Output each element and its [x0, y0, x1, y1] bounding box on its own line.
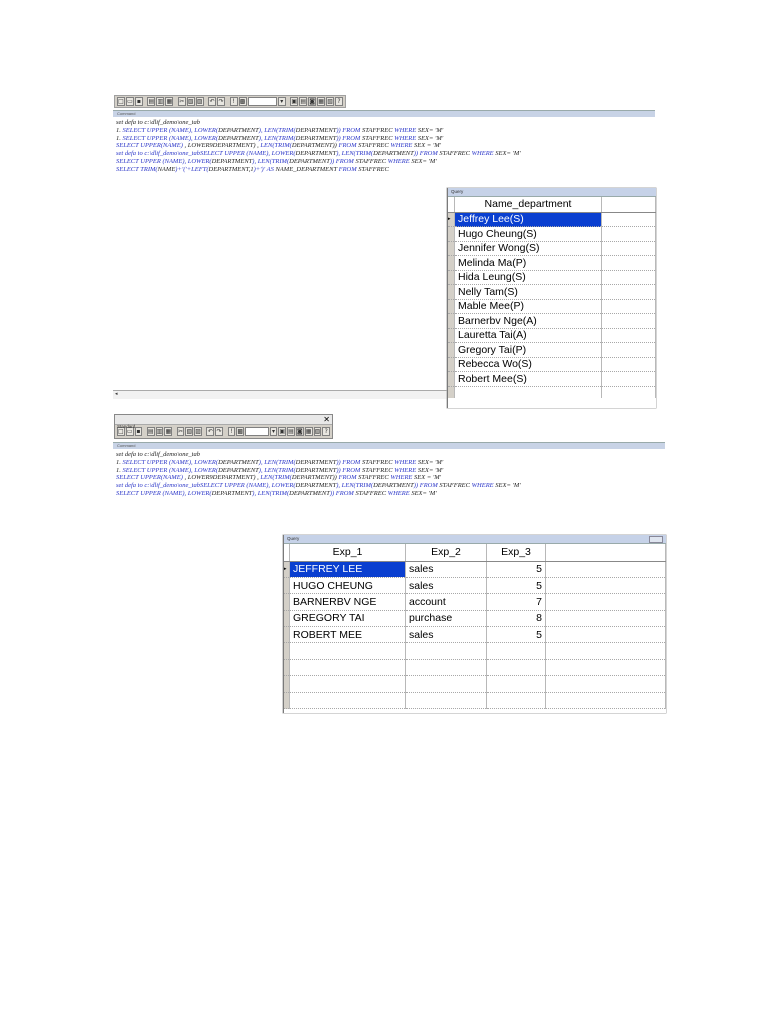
query-window-1 — [447, 188, 656, 408]
cell-exp-2[interactable]: sales — [406, 561, 487, 577]
table-row[interactable] — [448, 256, 656, 271]
command-line — [116, 474, 665, 482]
cell-exp-3[interactable]: 5 — [487, 627, 546, 643]
sql-keyword: WHERE — [394, 126, 418, 134]
sql-keyword: WHERE — [390, 142, 415, 150]
sql-keyword: SELECT UPPER (NAME), LOWER( — [122, 134, 219, 142]
table-row[interactable] — [448, 299, 656, 314]
table-row[interactable] — [448, 241, 656, 256]
sql-keyword: )) FROM — [336, 126, 362, 134]
cell-exp-2[interactable]: sales — [406, 577, 487, 593]
cut-icon[interactable]: ✂ — [179, 98, 185, 105]
cell-empty — [406, 643, 487, 659]
sql-text: DEPARTMENT — [295, 126, 337, 134]
cell-name-department[interactable]: Jennifer Wong(S) — [455, 241, 602, 256]
command-text-area[interactable] — [113, 449, 665, 498]
sql-text: STAFFREC — [355, 157, 388, 165]
cell-empty — [602, 270, 656, 285]
cell-empty — [602, 314, 656, 329]
command-line — [116, 127, 655, 135]
sql-text: 1. — [116, 458, 123, 466]
cell-empty — [546, 577, 666, 593]
sql-keyword: FROM — [338, 474, 359, 482]
cell-empty — [487, 659, 546, 675]
sql-keyword: ), LEN(TRIM( — [336, 482, 374, 490]
command-line — [116, 482, 665, 490]
column-header-empty — [602, 197, 656, 212]
sql-keyword: SELECT UPPER (NAME), LOWER( — [116, 157, 212, 165]
sql-keyword: )) FROM — [329, 157, 356, 165]
sql-text: set defa to c:\dlif_demo\one_tab — [116, 119, 200, 126]
column-header[interactable]: Name_department — [455, 197, 602, 212]
sql-text: NAME — [157, 165, 176, 173]
sql-text: , LOWER9DEPARTMENT) , — [184, 142, 261, 150]
sql-keyword: SELECT TRIM( — [116, 165, 158, 173]
sql-keyword: ), LEN(TRIM( — [258, 134, 296, 142]
cut-icon[interactable]: ✂ — [178, 428, 184, 435]
command-line — [116, 166, 655, 174]
table-row-empty — [448, 386, 656, 398]
toolbar-standard — [114, 95, 346, 108]
cell-name-department[interactable]: Gregory Tai(P) — [455, 343, 602, 358]
print-preview-icon[interactable]: ▥ — [156, 428, 163, 435]
table-row[interactable] — [284, 594, 666, 610]
query-title: Query — [287, 536, 300, 541]
cell-empty — [602, 256, 656, 271]
table-row[interactable] — [448, 328, 656, 343]
sql-keyword: WHERE — [387, 489, 412, 497]
open-file-icon[interactable]: ▭ — [126, 428, 133, 435]
new-file-icon[interactable]: □ — [118, 98, 124, 105]
sql-keyword: LEN(TRIM( — [260, 474, 292, 482]
cell-name-department[interactable]: Barnerbv Nge(A) — [455, 314, 602, 329]
new-file-icon[interactable]: □ — [118, 428, 124, 435]
spell-icon[interactable]: ▦ — [165, 428, 172, 435]
sql-text: DEPARTMENT — [295, 466, 337, 474]
sql-text: DEPARTMENT,1 — [208, 165, 254, 173]
redo-icon[interactable]: ↷ — [216, 428, 222, 435]
sql-keyword: WHERE — [390, 474, 415, 482]
spell-icon[interactable]: ▦ — [166, 98, 173, 105]
combo-dropdown-icon[interactable]: ▾ — [278, 97, 286, 106]
table-row-empty — [284, 676, 666, 692]
sql-keyword: )) FROM — [336, 458, 362, 466]
sql-text: STAFFREC — [361, 458, 395, 466]
modify-icon[interactable]: ▩ — [239, 98, 246, 105]
help-icon[interactable]: ? — [335, 97, 343, 106]
code-icon[interactable]: ▧ — [314, 428, 321, 435]
sql-text: DEPARTMENT — [373, 150, 414, 158]
combo-box[interactable] — [245, 427, 268, 436]
sql-text: DEPARTMENT — [218, 134, 259, 142]
table-row[interactable] — [284, 610, 666, 626]
cell-empty — [602, 343, 656, 358]
open-file-icon[interactable]: ▭ — [127, 98, 133, 105]
sql-keyword: )) FROM — [413, 150, 440, 158]
cell-exp-1[interactable]: HUGO CHEUNG — [290, 577, 406, 593]
cell-empty — [290, 659, 406, 675]
cell-empty — [487, 643, 546, 659]
cell-empty — [487, 676, 546, 692]
command-text-area[interactable] — [113, 117, 655, 174]
print-icon[interactable]: ▤ — [148, 98, 155, 105]
cell-name-department[interactable]: Nelly Tam(S) — [455, 285, 602, 300]
sql-keyword: set defa to c:\dlif_demo\one_tabSELECT UPPER (NAME), LOWER( — [116, 482, 296, 490]
save-icon[interactable]: ▪ — [136, 98, 141, 105]
sql-text: SEX= 'M' — [495, 482, 521, 490]
sql-text: STAFFREC — [358, 165, 389, 173]
command-line — [116, 158, 655, 166]
command-line — [116, 135, 655, 143]
sql-keyword: WHERE — [387, 157, 412, 165]
sql-text: DEPARTMENT — [211, 157, 253, 165]
data-session-icon[interactable]: ◙ — [309, 98, 316, 105]
command-line — [116, 459, 665, 467]
table-row-empty — [284, 692, 666, 708]
sql-text: SEX= 'M' — [411, 489, 437, 497]
sql-text: STAFFREC — [361, 126, 395, 134]
sql-text: DEPARTMENT — [218, 466, 259, 474]
sql-keyword: SELECT UPPER (NAME), LOWER( — [122, 126, 219, 134]
run-icon[interactable]: ! — [228, 427, 236, 436]
sql-text: STAFFREC — [358, 142, 391, 150]
sql-text: DEPARTMENT — [295, 134, 337, 142]
cell-exp-1[interactable]: ROBERT MEE — [290, 627, 406, 643]
table-row[interactable] — [284, 577, 666, 593]
cell-empty — [602, 299, 656, 314]
table-row[interactable] — [448, 285, 656, 300]
sql-keyword: WHERE — [394, 466, 418, 474]
undo-icon[interactable]: ↶ — [209, 98, 215, 105]
cell-empty — [406, 692, 487, 708]
sql-keyword: SELECT UPPER (NAME), LOWER( — [122, 466, 219, 474]
sql-text: STAFFREC — [361, 134, 395, 142]
sql-keyword: SELECT UPPER (NAME), LOWER( — [122, 458, 219, 466]
print-icon[interactable]: ▤ — [147, 428, 154, 435]
cell-exp-1[interactable]: BARNERBV NGE — [290, 594, 406, 610]
table-row[interactable] — [448, 343, 656, 358]
properties-icon[interactable]: ▦ — [318, 98, 324, 105]
command-line — [116, 150, 655, 158]
cell-empty — [602, 241, 656, 256]
cell-empty — [602, 328, 656, 343]
cell-empty — [406, 659, 487, 675]
sql-text: DEPARTMENT — [289, 157, 330, 165]
cell-empty — [546, 643, 666, 659]
save-icon[interactable]: ▪ — [136, 428, 141, 435]
query-title-bar — [284, 535, 666, 544]
current-row-indicator-icon[interactable]: ▸ — [284, 561, 290, 577]
command-line — [116, 490, 665, 498]
toolbar-window-title: Standard — [117, 424, 136, 429]
sql-text: DEPARTMENT — [289, 489, 330, 497]
table-row[interactable] — [448, 357, 656, 372]
code-icon[interactable]: ▧ — [327, 98, 333, 105]
data-session-icon[interactable]: ◙ — [296, 428, 303, 435]
column-header-exp-3[interactable]: Exp_3 — [487, 544, 546, 561]
sql-text: DEPARTMENT — [218, 458, 259, 466]
cell-empty — [602, 372, 656, 387]
sql-text: DEPARTMENT)) — [291, 474, 339, 482]
table-row[interactable] — [448, 372, 656, 387]
table-row-empty — [284, 659, 666, 675]
sql-keyword: SELECT UPPER(NAME) — [116, 474, 185, 482]
view-icon[interactable]: ▤ — [288, 428, 294, 435]
command-line — [116, 451, 665, 459]
cell-name-department[interactable]: Mable Mee(P) — [455, 299, 602, 314]
sql-text: 1. — [116, 466, 123, 474]
results-grid[interactable] — [448, 197, 656, 398]
combo-dropdown-icon[interactable]: ▾ — [270, 427, 278, 436]
query-window-2 — [283, 535, 666, 713]
cell-empty — [602, 212, 656, 227]
sql-text: STAFFREC — [358, 474, 391, 482]
sql-text: STAFFREC — [439, 482, 472, 490]
toolbar-standard-2 — [115, 425, 332, 438]
sql-text: SEX = 'M' — [414, 474, 442, 482]
table-row-empty — [284, 643, 666, 659]
sql-keyword: ), LEN(TRIM( — [252, 157, 290, 165]
cell-empty — [546, 627, 666, 643]
cell-exp-2[interactable]: account — [406, 594, 487, 610]
command-line — [116, 119, 655, 127]
sql-text: 1. — [116, 134, 123, 142]
cell-empty — [602, 386, 656, 398]
cell-exp-1[interactable]: GREGORY TAI — [290, 610, 406, 626]
command-window-icon[interactable]: ▣ — [279, 428, 286, 435]
cell-exp-2[interactable]: sales — [406, 627, 487, 643]
sql-keyword: WHERE — [394, 458, 418, 466]
sql-keyword: ), LEN(TRIM( — [252, 489, 290, 497]
cell-empty — [546, 561, 666, 577]
window-controls-icon[interactable] — [649, 536, 663, 543]
cell-name-department[interactable]: Jeffrey Lee(S) — [455, 212, 602, 227]
sql-text: DEPARTMENT — [295, 482, 337, 490]
sql-keyword: SELECT UPPER(NAME) — [116, 142, 185, 150]
sql-keyword: )) FROM — [336, 134, 362, 142]
sql-keyword: ), LEN(TRIM( — [258, 466, 296, 474]
column-header-exp-1[interactable]: Exp_1 — [290, 544, 406, 561]
command-window-title: Command — [113, 443, 665, 449]
cell-name-department[interactable]: Robert Mee(S) — [455, 372, 602, 387]
cell-empty — [546, 676, 666, 692]
cell-empty — [290, 692, 406, 708]
cell-empty — [546, 594, 666, 610]
sql-keyword: set defa to c:\dlif_demo\one_tabSELECT UPPER (NAME), LOWER( — [116, 150, 296, 158]
command-window-title: Command — [113, 111, 655, 117]
sql-keyword: ), LEN(TRIM( — [258, 126, 296, 134]
table-row[interactable] — [448, 314, 656, 329]
sql-keyword: ), LEN(TRIM( — [336, 150, 374, 158]
sql-keyword: FROM — [338, 142, 359, 150]
cell-empty — [406, 676, 487, 692]
cell-exp-1[interactable]: JEFFREY LEE — [290, 561, 406, 577]
sql-text: DEPARTMENT — [373, 482, 414, 490]
command-line — [116, 142, 655, 150]
table-row[interactable] — [448, 270, 656, 285]
sql-text: SEX= 'M' — [411, 157, 437, 165]
cell-exp-2[interactable]: purchase — [406, 610, 487, 626]
sql-text: SEX= 'M' — [417, 126, 444, 134]
cell-exp-3[interactable]: 5 — [487, 577, 546, 593]
sql-keyword: FROM — [338, 165, 359, 173]
table-row[interactable] — [448, 227, 656, 242]
column-header-exp-2[interactable]: Exp_2 — [406, 544, 487, 561]
undo-icon[interactable]: ↶ — [207, 428, 213, 435]
copy-icon[interactable]: ▧ — [186, 428, 193, 435]
column-header-empty — [546, 544, 666, 561]
sql-text: , LOWER9DEPARTMENT) , — [184, 474, 261, 482]
cell-name-department[interactable]: Hida Leung(S) — [455, 270, 602, 285]
cell-empty — [602, 285, 656, 300]
run-icon[interactable]: ! — [230, 97, 238, 106]
sql-text: STAFFREC — [355, 489, 388, 497]
sql-text: SEX= 'M' — [417, 466, 444, 474]
sql-keyword: WHERE — [394, 134, 418, 142]
paste-icon[interactable]: ▨ — [196, 98, 203, 105]
view-icon[interactable]: ▤ — [300, 98, 307, 105]
properties-icon[interactable]: ▦ — [305, 428, 312, 435]
results-grid[interactable] — [284, 544, 666, 709]
cell-empty — [455, 386, 602, 398]
sql-text: SEX= 'M' — [495, 150, 521, 158]
sql-text: DEPARTMENT — [295, 150, 337, 158]
query-title: Query — [448, 188, 656, 197]
cell-empty — [290, 676, 406, 692]
scroll-left-icon[interactable]: ◂ — [115, 391, 118, 397]
cell-empty — [546, 692, 666, 708]
sql-text: SEX = 'M' — [414, 142, 442, 150]
sql-text: STAFFREC — [439, 150, 472, 158]
cell-exp-3[interactable]: 7 — [487, 594, 546, 610]
cell-empty — [546, 610, 666, 626]
table-row[interactable] — [448, 212, 656, 227]
sql-text: DEPARTMENT — [211, 489, 253, 497]
redo-icon[interactable]: ↷ — [218, 98, 224, 105]
sql-keyword: SELECT UPPER (NAME), LOWER( — [116, 489, 212, 497]
cell-name-department[interactable]: Hugo Cheung(S) — [455, 227, 602, 242]
sql-text: DEPARTMENT)) — [291, 142, 339, 150]
cell-empty — [290, 643, 406, 659]
paste-icon[interactable]: ▨ — [195, 428, 201, 435]
sql-text: STAFFREC — [361, 466, 395, 474]
close-icon[interactable]: ✕ — [323, 415, 330, 424]
cell-name-department[interactable]: Lauretta Tai(A) — [455, 328, 602, 343]
print-preview-icon[interactable]: ▥ — [157, 98, 164, 105]
sql-text: set defa to c:\dlif_demo\one_tab — [116, 451, 200, 458]
cell-empty — [487, 692, 546, 708]
cell-empty — [602, 227, 656, 242]
combo-box[interactable] — [248, 97, 277, 106]
cell-exp-3[interactable]: 5 — [487, 561, 546, 577]
toolbar-window-2 — [114, 414, 333, 439]
sql-text: NAME_DEPARTMENT — [275, 165, 339, 173]
sql-keyword: WHERE — [471, 482, 496, 490]
sql-keyword: )) FROM — [336, 466, 362, 474]
cell-empty — [546, 659, 666, 675]
table-row[interactable] — [284, 627, 666, 643]
sql-keyword: ), LEN(TRIM( — [258, 458, 296, 466]
copy-icon[interactable]: ▧ — [187, 98, 194, 105]
sql-text: DEPARTMENT — [295, 458, 337, 466]
sql-keyword: )) FROM — [413, 482, 440, 490]
sql-text: SEX= 'M' — [417, 134, 444, 142]
table-row[interactable] — [284, 561, 666, 577]
sql-text: SEX= 'M' — [417, 458, 444, 466]
cell-name-department[interactable]: Melinda Ma(P) — [455, 256, 602, 271]
modify-icon[interactable]: ▩ — [237, 428, 244, 435]
sql-text: 1. — [116, 126, 123, 134]
cell-empty — [602, 357, 656, 372]
cell-name-department[interactable]: Rebecca Wo(S) — [455, 357, 602, 372]
command-line — [116, 467, 665, 475]
help-icon[interactable]: ? — [322, 427, 330, 436]
sql-keyword: )) FROM — [329, 489, 356, 497]
sql-text: DEPARTMENT — [218, 126, 259, 134]
sql-keyword: )+'('+LEFT( — [175, 165, 209, 173]
cell-exp-3[interactable]: 8 — [487, 610, 546, 626]
sql-keyword: )+')' AS — [253, 165, 276, 173]
command-window-icon[interactable]: ▣ — [291, 98, 298, 105]
current-row-indicator-icon[interactable]: ▸ — [448, 212, 455, 227]
sql-keyword: WHERE — [471, 150, 496, 158]
sql-keyword: LEN(TRIM( — [260, 142, 292, 150]
horizontal-scrollbar[interactable] — [113, 390, 448, 399]
